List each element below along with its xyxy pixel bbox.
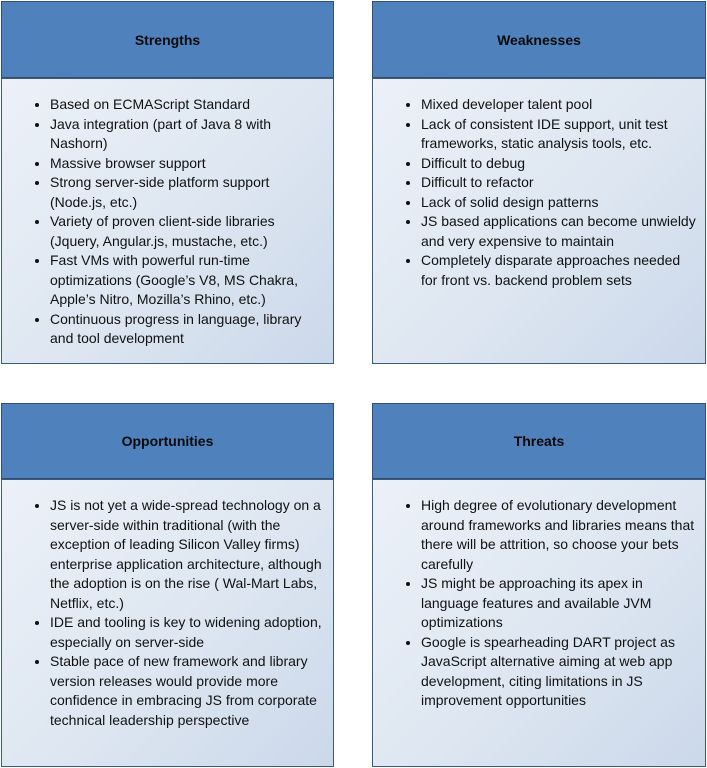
list-item: • Difficult to debug: [421, 154, 699, 174]
threats-body: [372, 479, 706, 767]
list-item: • Massive browser support: [50, 154, 327, 174]
list-item: • JS is not yet a wide-spread technology on a server-side within traditional (with the exception of leading Silicon Valley firms) enterprise application architecture, although the adoption is on the rise ( Wal-Mart Labs, Netflix, etc.): [50, 496, 327, 613]
list-item: • JS based applications can become unwieldy and very expensive to maintain: [421, 212, 699, 251]
list-item: • Google is spearheading DART project as JavaScript alternative aiming at web app development, citing limitations in JS improvement opportunities: [421, 633, 699, 711]
list-item: • Stable pace of new framework and library version releases would provide more confidence in embracing JS from corporate technical leadership perspective: [50, 652, 327, 730]
opportunities-title: Opportunities: [121, 433, 214, 449]
threats-list: [399, 496, 699, 711]
opportunities-header: [1, 403, 334, 479]
list-item: • IDE and tooling is key to widening adoption, especially on server-side: [50, 613, 327, 652]
list-item: • High degree of evolutionary development around frameworks and libraries means that there will be attrition, so choose your bets carefully: [421, 496, 699, 574]
weaknesses-body: [372, 78, 706, 364]
list-item: • Fast VMs with powerful run-time optimizations (Google’s V8, MS Chakra, Apple’s Nitro, Mozilla’s Rhino, etc.): [50, 251, 327, 310]
list-item: • Lack of consistent IDE support, unit test frameworks, static analysis tools, etc.: [421, 115, 699, 154]
weaknesses-title: Weaknesses: [497, 31, 581, 48]
list-item: • Based on ECMAScript Standard: [50, 95, 327, 115]
list-item: • Difficult to refactor: [421, 173, 699, 193]
strengths-header: [1, 1, 334, 78]
weaknesses-list: [399, 95, 699, 290]
opportunities-body: [1, 479, 334, 767]
strengths-body: [1, 78, 334, 364]
weaknesses-header: [372, 1, 706, 78]
list-item: • Continuous progress in language, library and tool development: [50, 310, 327, 349]
list-item: • Variety of proven client-side libraries (Jquery, Angular.js, mustache, etc.): [50, 212, 327, 251]
opportunities-list: [28, 496, 327, 730]
list-item: • Completely disparate approaches needed for front vs. backend problem sets: [421, 251, 699, 290]
list-item: • Mixed developer talent pool: [421, 95, 699, 115]
list-item: • Strong server-side platform support (Node.js, etc.): [50, 173, 327, 212]
threats-header: [372, 403, 706, 479]
list-item: • Lack of solid design patterns: [421, 193, 699, 213]
strengths-list: [28, 95, 327, 349]
list-item: • Java integration (part of Java 8 with Nashorn): [50, 115, 327, 154]
strengths-title: Strengths: [134, 31, 201, 48]
list-item: • JS might be approaching its apex in language features and available JVM optimizations: [421, 574, 699, 633]
threats-title: Threats: [513, 433, 565, 449]
